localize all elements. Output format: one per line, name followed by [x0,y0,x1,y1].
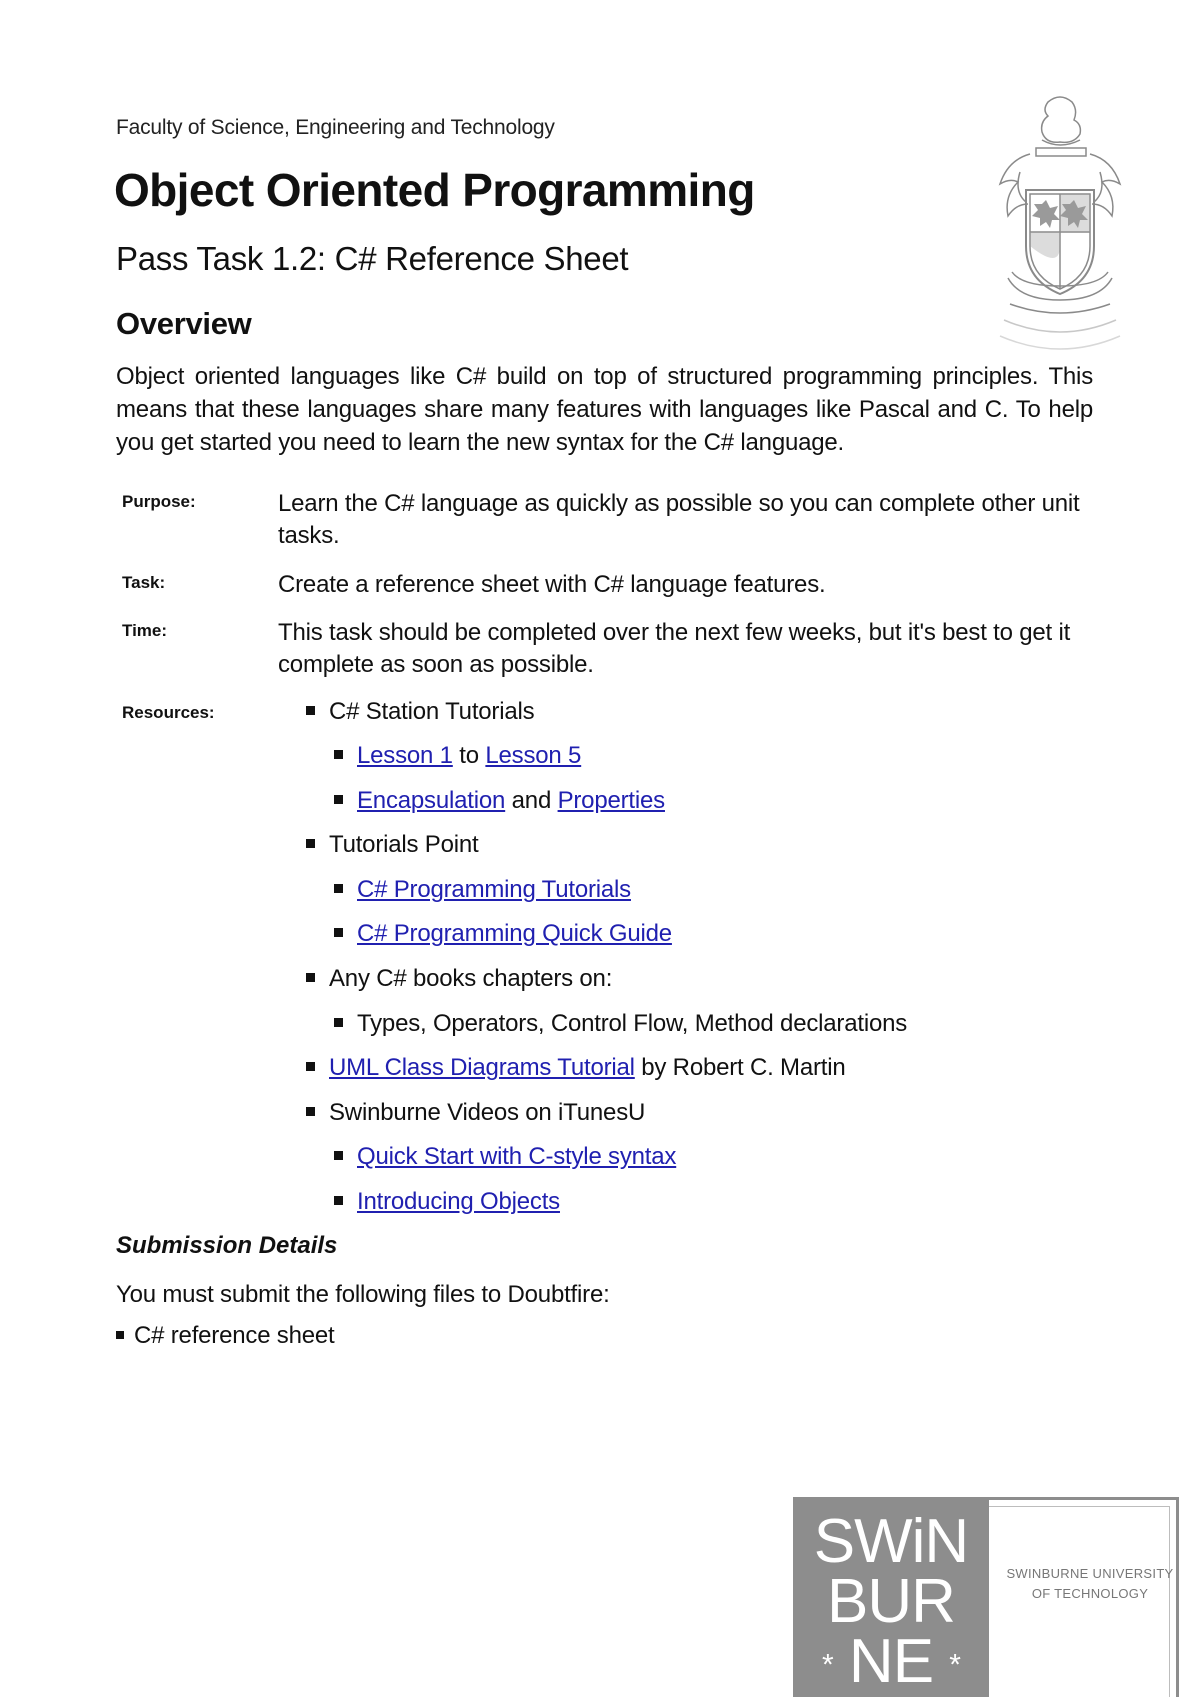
list-item [334,1188,560,1216]
list-item [334,1143,676,1171]
list-item: Any C# books chapters on: [306,965,612,993]
task-title: Pass Task 1.2: C# Reference Sheet [116,240,629,277]
cs-programming-tutorials-link[interactable]: C# Programming Tutorials [357,876,631,903]
list-item: Swinburne Videos on iTunesU [306,1099,645,1127]
quick-start-link[interactable]: Quick Start with C-style syntax [357,1143,677,1170]
submission-item: C# reference sheet [116,1322,335,1350]
bullet-icon [334,795,343,804]
logo-line-2: BUR [827,1567,955,1636]
bullet-icon [306,1107,315,1116]
bullet-icon [334,750,343,759]
bullet-icon [306,1062,315,1071]
bullet-icon [334,928,343,937]
overview-heading: Overview [116,306,252,341]
logo-line-3: * NE * [822,1627,960,1696]
university-crest-icon [990,92,1130,362]
resources-label: Resources: [122,703,215,722]
time-text: This task should be completed over the next few weeks, but it's best to get it complete as soon as possible. [278,619,1071,678]
bullet-icon [116,1331,124,1339]
time-label: Time: [122,621,168,640]
uml-tutorial-link[interactable]: UML Class Diagrams Tutorial [329,1054,635,1081]
properties-link[interactable]: Properties [557,787,665,814]
bullet-icon [306,839,315,848]
bullet-icon [306,706,315,715]
bullet-icon [334,1151,343,1160]
submission-text: You must submit the following files to Doubtfire: [116,1281,610,1308]
logo-wordmark-box [793,1497,989,1697]
overview-paragraph: Object oriented languages like C# build on top of structured programming principles. This means that these languages share many features with languages like Pascal and C. To help you get started you need to learn the new syntax for the C# language. [116,363,1093,456]
faculty-name: Faculty of Science, Engineering and Technology [116,116,555,139]
swinburne-logo [793,1497,1183,1697]
bullet-icon [334,884,343,893]
list-item: Tutorials Point [306,831,479,859]
bullet-icon [306,973,315,982]
task-label: Task: [122,573,166,592]
cs-quick-guide-link[interactable]: C# Programming Quick Guide [357,920,672,947]
task-text: Create a reference sheet with C# language features. [278,571,826,598]
logo-line-1: SWiN [813,1507,969,1576]
submission-heading: Submission Details [116,1232,338,1259]
introducing-objects-link[interactable]: Introducing Objects [357,1188,560,1215]
purpose-label: Purpose: [122,492,196,511]
bullet-icon [334,1018,343,1027]
purpose-text: Learn the C# language as quickly as possible so you can complete other unit tasks. [278,490,1080,549]
lesson-1-link[interactable]: Lesson 1 [357,742,453,769]
list-item: UML Class Diagrams Tutorial by Robert C. Martin [306,1054,846,1082]
list-item [334,920,672,948]
logo-university-name: SWINBURNE UNIVERSITY OF TECHNOLOGY [1006,1566,1174,1601]
star-icon: * [949,1648,960,1682]
list-item: Types, Operators, Control Flow, Method declarations [334,1010,907,1038]
unit-title: Object Oriented Programming [114,164,755,216]
list-item: Lesson 1 to Lesson 5 [334,742,581,770]
lesson-5-link[interactable]: Lesson 5 [485,742,582,769]
encapsulation-link[interactable]: Encapsulation [357,787,506,814]
list-item: Encapsulation and Properties [334,787,665,815]
list-item [334,876,631,904]
star-icon: * [822,1648,833,1682]
list-item: C# Station Tutorials [306,698,534,726]
bullet-icon [334,1196,343,1205]
